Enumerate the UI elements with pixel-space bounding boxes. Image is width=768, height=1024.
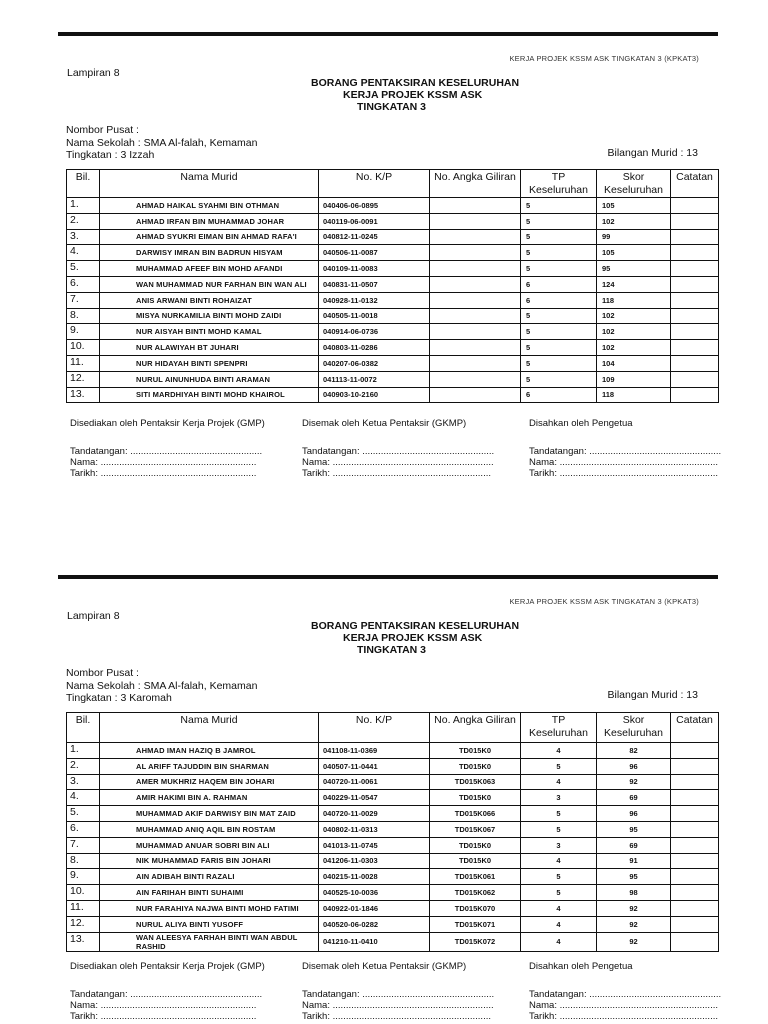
title-line-1: BORANG PENTAKSIRAN KESELURUHAN [311, 77, 520, 89]
cell-no-angka-giliran [430, 292, 521, 308]
signature-heading: Disahkan oleh Pengetua [529, 418, 633, 429]
cell-skor: 92 [597, 774, 671, 790]
cell-tp: 5 [521, 340, 597, 356]
cell-no-kp: 040406-06-0895 [319, 198, 430, 214]
cell-catatan [671, 308, 719, 324]
tarikh-line: Tarikh: ........................................................... [70, 1011, 257, 1022]
table-row [67, 387, 719, 403]
cell-nama-murid: SITI MARDHIYAH BINTI MOHD KHAIROL [100, 387, 319, 403]
cell-skor: 92 [597, 900, 671, 916]
cell-catatan [671, 806, 719, 822]
cell-catatan [671, 340, 719, 356]
cell-skor: 102 [597, 340, 671, 356]
cell-skor: 105 [597, 245, 671, 261]
nama-line: Nama: ............................................................. [302, 457, 494, 468]
tandatangan-line: Tandatangan: .................................................. [529, 446, 722, 457]
nama-line: Nama: ............................................................ [529, 1000, 718, 1011]
cell-bil: 3. [67, 774, 100, 790]
nama-line: Nama: ............................................................ [529, 457, 718, 468]
cell-no-kp: 041210-11-0410 [319, 932, 430, 951]
col-skor-keseluruhan: Skor Keseluruhan [597, 713, 671, 743]
cell-no-angka-giliran [430, 308, 521, 324]
cell-catatan [671, 900, 719, 916]
cell-no-angka-giliran: TD015K0 [430, 853, 521, 869]
cell-no-angka-giliran [430, 355, 521, 371]
cell-no-kp: 040803-11-0286 [319, 340, 430, 356]
table-row [67, 853, 719, 869]
tingkatan: Tingkatan : 3 Izzah [66, 149, 155, 161]
cell-bil: 12. [67, 371, 100, 387]
cell-no-kp: 040928-11-0132 [319, 292, 430, 308]
table-body [67, 743, 719, 952]
table-row [67, 900, 719, 916]
cell-skor: 69 [597, 837, 671, 853]
cell-catatan [671, 932, 719, 951]
table-row [67, 371, 719, 387]
nombor-pusat: Nombor Pusat : [66, 124, 139, 136]
col-catatan: Catatan [671, 170, 719, 198]
cell-bil: 2. [67, 758, 100, 774]
bilangan-murid: Bilangan Murid : 13 [607, 147, 698, 159]
cell-bil: 1. [67, 743, 100, 759]
cell-tp: 5 [521, 308, 597, 324]
cell-bil: 7. [67, 837, 100, 853]
cell-catatan [671, 198, 719, 214]
cell-skor: 95 [597, 821, 671, 837]
table-row [67, 229, 719, 245]
cell-nama-murid: MUHAMMAD AFEEF BIN MOHD AFANDI [100, 261, 319, 277]
signature-heading: Disemak oleh Ketua Pentaksir (GKMP) [302, 418, 467, 429]
col-skor-keseluruhan: Skor Keseluruhan [597, 170, 671, 198]
cell-catatan [671, 774, 719, 790]
signature-gmp [70, 418, 265, 479]
cell-nama-murid: NURUL AINUNHUDA BINTI ARAMAN [100, 371, 319, 387]
cell-no-angka-giliran: TD015K061 [430, 869, 521, 885]
cell-no-kp: 040525-10-0036 [319, 885, 430, 901]
header-code: KERJA PROJEK KSSM ASK TINGKATAN 3 (KPKAT3) [509, 597, 699, 606]
cell-skor: 92 [597, 916, 671, 932]
nama-sekolah: Nama Sekolah : SMA Al-falah, Kemaman [66, 679, 258, 692]
cell-nama-murid: NUR HIDAYAH BINTI SPENPRI [100, 355, 319, 371]
cell-nama-murid: AL ARIFF TAJUDDIN BIN SHARMAN [100, 758, 319, 774]
cell-nama-murid: AHMAD IMAN HAZIQ B JAMROL [100, 743, 319, 759]
cell-nama-murid: AIN FARIHAH BINTI SUHAIMI [100, 885, 319, 901]
cell-skor: 99 [597, 229, 671, 245]
cell-tp: 5 [521, 198, 597, 214]
cell-no-angka-giliran [430, 229, 521, 245]
cell-nama-murid: AIN ADIBAH BINTI RAZALI [100, 869, 319, 885]
col-tp-keseluruhan: TP Keseluruhan [521, 713, 597, 743]
cell-tp: 4 [521, 743, 597, 759]
signature-pengetua [529, 418, 721, 479]
cell-tp: 5 [521, 324, 597, 340]
cell-tp: 5 [521, 885, 597, 901]
cell-no-kp: 040109-11-0083 [319, 261, 430, 277]
signature-gkmp [302, 418, 494, 479]
bilangan-murid: Bilangan Murid : 13 [607, 689, 698, 701]
cell-no-angka-giliran: TD015K0 [430, 758, 521, 774]
cell-no-kp: 040505-11-0018 [319, 308, 430, 324]
cell-no-angka-giliran [430, 340, 521, 356]
cell-catatan [671, 371, 719, 387]
cell-skor: 102 [597, 308, 671, 324]
cell-nama-murid: MISYA NURKAMILIA BINTI MOHD ZAIDI [100, 308, 319, 324]
cell-tp: 6 [521, 387, 597, 403]
signature-heading: Disediakan oleh Pentaksir Kerja Projek (GMP) [70, 961, 265, 972]
cell-no-kp: 040903-10-2160 [319, 387, 430, 403]
cell-nama-murid: AHMAD HAIKAL SYAHMI BIN OTHMAN [100, 198, 319, 214]
cell-nama-murid: ANIS ARWANI BINTI ROHAIZAT [100, 292, 319, 308]
cell-no-angka-giliran: TD015K0 [430, 743, 521, 759]
cell-bil: 2. [67, 213, 100, 229]
table-row [67, 213, 719, 229]
cell-catatan [671, 885, 719, 901]
table-row [67, 821, 719, 837]
cell-nama-murid: AHMAD SYUKRI EIMAN BIN AHMAD RAFA'I [100, 229, 319, 245]
title-line-3: TINGKATAN 3 [357, 101, 427, 113]
cell-bil: 10. [67, 340, 100, 356]
cell-bil: 8. [67, 853, 100, 869]
cell-bil: 4. [67, 790, 100, 806]
cell-tp: 6 [521, 292, 597, 308]
cell-no-angka-giliran: TD015K066 [430, 806, 521, 822]
cell-no-angka-giliran [430, 213, 521, 229]
cell-no-kp: 040119-06-0091 [319, 213, 430, 229]
table-row [67, 743, 719, 759]
cell-skor: 69 [597, 790, 671, 806]
table-row [67, 292, 719, 308]
tandatangan-line: Tandatangan: .................................................. [70, 989, 263, 1000]
cell-no-kp: 040802-11-0313 [319, 821, 430, 837]
cell-no-angka-giliran [430, 387, 521, 403]
cell-no-kp: 040812-11-0245 [319, 229, 430, 245]
cell-bil: 1. [67, 198, 100, 214]
cell-no-kp: 040720-11-0061 [319, 774, 430, 790]
cell-bil: 7. [67, 292, 100, 308]
cell-no-kp: 040914-06-0736 [319, 324, 430, 340]
cell-skor: 91 [597, 853, 671, 869]
cell-tp: 5 [521, 261, 597, 277]
cell-no-angka-giliran [430, 261, 521, 277]
col-bil: Bil. [67, 713, 100, 743]
table-header-row [67, 713, 719, 743]
cell-catatan [671, 758, 719, 774]
cell-nama-murid: NURUL ALIYA BINTI YUSOFF [100, 916, 319, 932]
cell-no-angka-giliran: TD015K067 [430, 821, 521, 837]
nama-line: Nama: ........................................................... [70, 1000, 257, 1011]
cell-nama-murid: MUHAMMAD ANIQ AQIL BIN ROSTAM [100, 821, 319, 837]
cell-tp: 5 [521, 229, 597, 245]
cell-tp: 4 [521, 932, 597, 951]
title-line-3: TINGKATAN 3 [357, 644, 427, 656]
table-row [67, 308, 719, 324]
cell-nama-murid: WAN ALEESYA FARHAH BINTI WAN ABDUL RASHID [100, 932, 319, 951]
cell-no-kp: 040520-06-0282 [319, 916, 430, 932]
cell-tp: 4 [521, 900, 597, 916]
cell-no-angka-giliran: TD015K0 [430, 837, 521, 853]
table-row [67, 790, 719, 806]
cell-no-kp: 040831-11-0507 [319, 276, 430, 292]
assessment-table [66, 169, 719, 403]
cell-bil: 9. [67, 869, 100, 885]
cell-tp: 5 [521, 869, 597, 885]
cell-bil: 11. [67, 355, 100, 371]
table-row [67, 916, 719, 932]
cell-skor: 102 [597, 213, 671, 229]
cell-catatan [671, 292, 719, 308]
cell-nama-murid: MUHAMMAD AKIF DARWISY BIN MAT ZAID [100, 806, 319, 822]
cell-catatan [671, 916, 719, 932]
col-catatan: Catatan [671, 713, 719, 743]
cell-catatan [671, 387, 719, 403]
table-row [67, 837, 719, 853]
signature-gmp [70, 961, 265, 1022]
cell-bil: 13. [67, 932, 100, 951]
col-bil: Bil. [67, 170, 100, 198]
col-nama-murid: Nama Murid [100, 170, 319, 198]
table-body [67, 198, 719, 403]
table-row [67, 885, 719, 901]
cell-skor: 104 [597, 355, 671, 371]
cell-tp: 4 [521, 774, 597, 790]
cell-skor: 95 [597, 261, 671, 277]
cell-catatan [671, 229, 719, 245]
cell-tp: 5 [521, 245, 597, 261]
cell-tp: 3 [521, 837, 597, 853]
cell-no-angka-giliran: TD015K070 [430, 900, 521, 916]
cell-no-kp: 040229-11-0547 [319, 790, 430, 806]
table-header-row [67, 170, 719, 198]
title-line-2: KERJA PROJEK KSSM ASK [343, 89, 483, 101]
cell-tp: 5 [521, 371, 597, 387]
cell-no-kp: 040507-11-0441 [319, 758, 430, 774]
cell-nama-murid: AHMAD IRFAN BIN MUHAMMAD JOHAR [100, 213, 319, 229]
cell-no-kp: 040720-11-0029 [319, 806, 430, 822]
signature-gkmp [302, 961, 494, 1022]
tingkatan: Tingkatan : 3 Karomah [66, 692, 172, 704]
cell-nama-murid: AMIR HAKIMI BIN A. RAHMAN [100, 790, 319, 806]
tarikh-line: Tarikh: ............................................................ [529, 1011, 718, 1022]
cell-bil: 4. [67, 245, 100, 261]
cell-bil: 8. [67, 308, 100, 324]
table-row [67, 324, 719, 340]
nama-line: Nama: ............................................................. [302, 1000, 494, 1011]
tandatangan-line: Tandatangan: .................................................. [529, 989, 722, 1000]
table-row [67, 774, 719, 790]
signature-heading: Disemak oleh Ketua Pentaksir (GKMP) [302, 961, 467, 972]
cell-catatan [671, 821, 719, 837]
col-no-angka-giliran: No. Angka Giliran [430, 713, 521, 743]
cell-bil: 3. [67, 229, 100, 245]
nama-sekolah: Nama Sekolah : SMA Al-falah, Kemaman [66, 136, 258, 149]
cell-skor: 124 [597, 276, 671, 292]
cell-no-angka-giliran: TD015K063 [430, 774, 521, 790]
cell-catatan [671, 261, 719, 277]
cell-nama-murid: NUR AISYAH BINTI MOHD KAMAL [100, 324, 319, 340]
cell-skor: 96 [597, 758, 671, 774]
cell-no-angka-giliran [430, 324, 521, 340]
cell-tp: 4 [521, 853, 597, 869]
cell-bil: 10. [67, 885, 100, 901]
table-row [67, 758, 719, 774]
cell-skor: 105 [597, 198, 671, 214]
cell-skor: 96 [597, 806, 671, 822]
cell-bil: 5. [67, 806, 100, 822]
cell-catatan [671, 245, 719, 261]
cell-nama-murid: AMER MUKHRIZ HAQEM BIN JOHARI [100, 774, 319, 790]
nama-line: Nama: ........................................................... [70, 457, 257, 468]
cell-no-kp: 040215-11-0028 [319, 869, 430, 885]
table-row [67, 261, 719, 277]
cell-no-angka-giliran: TD015K0 [430, 790, 521, 806]
col-nama-murid: Nama Murid [100, 713, 319, 743]
cell-skor: 109 [597, 371, 671, 387]
table-row [67, 340, 719, 356]
cell-no-angka-giliran [430, 276, 521, 292]
cell-skor: 98 [597, 885, 671, 901]
tarikh-line: Tarikh: ............................................................ [302, 468, 491, 479]
cell-catatan [671, 790, 719, 806]
cell-nama-murid: NUR ALAWIYAH BT JUHARI [100, 340, 319, 356]
cell-catatan [671, 743, 719, 759]
tandatangan-line: Tandatangan: .................................................. [70, 446, 263, 457]
cell-bil: 6. [67, 276, 100, 292]
tarikh-line: Tarikh: ............................................................ [529, 468, 718, 479]
tandatangan-line: Tandatangan: .................................................. [302, 446, 495, 457]
cell-tp: 5 [521, 213, 597, 229]
cell-skor: 92 [597, 932, 671, 951]
cell-tp: 5 [521, 821, 597, 837]
cell-skor: 118 [597, 292, 671, 308]
top-rule [58, 575, 718, 579]
table-row [67, 276, 719, 292]
cell-catatan [671, 324, 719, 340]
top-rule [58, 32, 718, 36]
table-row [67, 869, 719, 885]
tarikh-line: Tarikh: ........................................................... [70, 468, 257, 479]
cell-catatan [671, 355, 719, 371]
signature-heading: Disediakan oleh Pentaksir Kerja Projek (GMP) [70, 418, 265, 429]
cell-nama-murid: MUHAMMAD ANUAR SOBRI BIN ALI [100, 837, 319, 853]
cell-tp: 3 [521, 790, 597, 806]
cell-bil: 12. [67, 916, 100, 932]
cell-no-kp: 041108-11-0369 [319, 743, 430, 759]
cell-catatan [671, 853, 719, 869]
cell-skor: 82 [597, 743, 671, 759]
assessment-table [66, 712, 719, 952]
cell-no-angka-giliran [430, 245, 521, 261]
cell-no-angka-giliran: TD015K072 [430, 932, 521, 951]
cell-tp: 5 [521, 758, 597, 774]
cell-skor: 102 [597, 324, 671, 340]
cell-catatan [671, 213, 719, 229]
cell-bil: 9. [67, 324, 100, 340]
cell-no-kp: 040922-01-1846 [319, 900, 430, 916]
cell-skor: 118 [597, 387, 671, 403]
header-code: KERJA PROJEK KSSM ASK TINGKATAN 3 (KPKAT3) [509, 54, 699, 63]
cell-tp: 5 [521, 355, 597, 371]
cell-no-angka-giliran [430, 371, 521, 387]
tarikh-line: Tarikh: ............................................................ [302, 1011, 491, 1022]
table-row [67, 198, 719, 214]
table-row [67, 932, 719, 951]
cell-skor: 95 [597, 869, 671, 885]
nombor-pusat: Nombor Pusat : [66, 667, 139, 679]
cell-no-kp: 040506-11-0087 [319, 245, 430, 261]
cell-nama-murid: NIK MUHAMMAD FARIS BIN JOHARI [100, 853, 319, 869]
cell-catatan [671, 837, 719, 853]
cell-catatan [671, 869, 719, 885]
cell-no-angka-giliran: TD015K071 [430, 916, 521, 932]
cell-bil: 6. [67, 821, 100, 837]
cell-tp: 6 [521, 276, 597, 292]
cell-nama-murid: WAN MUHAMMAD NUR FARHAN BIN WAN ALI [100, 276, 319, 292]
col-no-kp: No. K/P [319, 170, 430, 198]
col-no-angka-giliran: No. Angka Giliran [430, 170, 521, 198]
col-tp-keseluruhan: TP Keseluruhan [521, 170, 597, 198]
table-row [67, 806, 719, 822]
title-line-1: BORANG PENTAKSIRAN KESELURUHAN [311, 620, 520, 632]
cell-tp: 5 [521, 806, 597, 822]
cell-nama-murid: DARWISY IMRAN BIN BADRUN HISYAM [100, 245, 319, 261]
signature-heading: Disahkan oleh Pengetua [529, 961, 633, 972]
col-no-kp: No. K/P [319, 713, 430, 743]
cell-no-kp: 041113-11-0072 [319, 371, 430, 387]
cell-no-angka-giliran: TD015K062 [430, 885, 521, 901]
cell-bil: 11. [67, 900, 100, 916]
cell-no-angka-giliran [430, 198, 521, 214]
signature-pengetua [529, 961, 721, 1022]
cell-catatan [671, 276, 719, 292]
cell-no-kp: 041206-11-0303 [319, 853, 430, 869]
tandatangan-line: Tandatangan: .................................................. [302, 989, 495, 1000]
lampiran-label: Lampiran 8 [67, 610, 120, 622]
cell-bil: 13. [67, 387, 100, 403]
lampiran-label: Lampiran 8 [67, 67, 120, 79]
table-row [67, 245, 719, 261]
cell-nama-murid: NUR FARAHIYA NAJWA BINTI MOHD FATIMI [100, 900, 319, 916]
cell-no-kp: 041013-11-0745 [319, 837, 430, 853]
table-row [67, 355, 719, 371]
cell-tp: 4 [521, 916, 597, 932]
title-line-2: KERJA PROJEK KSSM ASK [343, 632, 483, 644]
cell-no-kp: 040207-06-0382 [319, 355, 430, 371]
cell-bil: 5. [67, 261, 100, 277]
